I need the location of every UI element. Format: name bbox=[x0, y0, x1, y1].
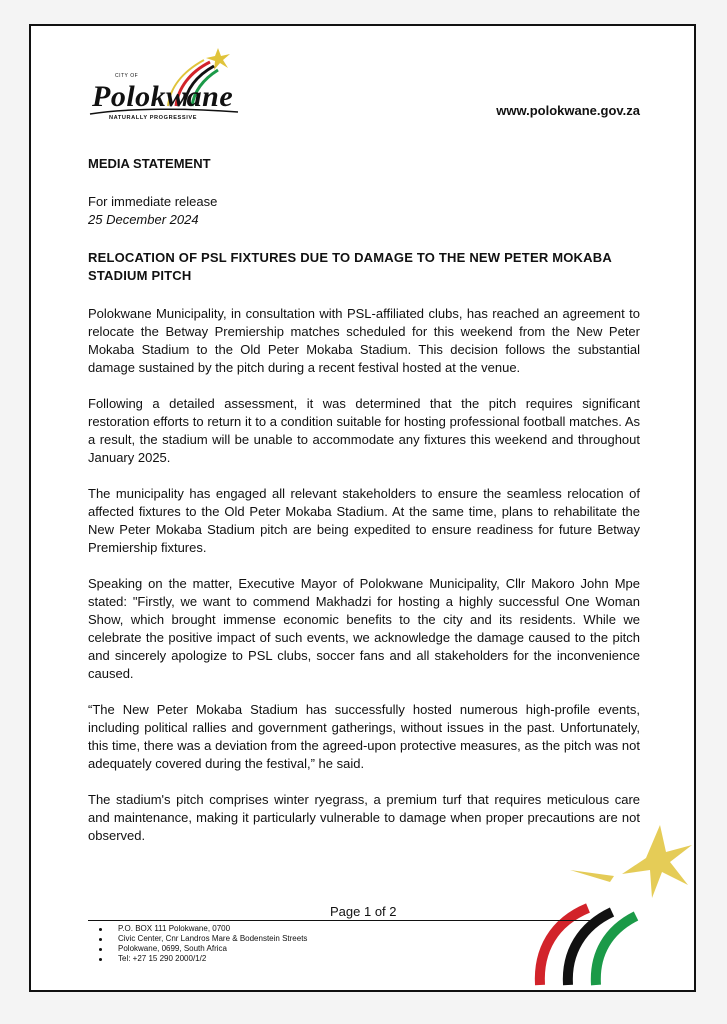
statement-heading: MEDIA STATEMENT bbox=[88, 156, 211, 171]
paragraph: The stadium's pitch comprises winter ryegrass, a premium turf that requires meticulous care and maintenance, making it particularly vulnerable to damage when proper precautions are not observed. bbox=[88, 792, 640, 843]
paragraph: The municipality has engaged all relevant stakeholders to ensure the seamless relocation of affected fixtures to the Old Peter Mokaba Stadium. At the same time, plans to rehabilitate the New Peter Mokaba Stadium pitch are being expedited to ensure readiness for future Betway Premiership fixtures. bbox=[88, 486, 640, 555]
website-url[interactable]: www.polokwane.gov.za bbox=[496, 103, 640, 118]
paragraph: Speaking on the matter, Executive Mayor of Polokwane Municipality, Cllr Makoro John Mpe stated: "Firstly, we want to commend Makhadzi for hosting a highly successful One Woman Show, which brought immense economic benefits to the city and its residents. While we celebrate the positive impact of such events, we acknowledge the damage caused to the pitch and sincerely apologize to PSL clubs, soccer fans and all stakeholders for the inconvenience caused. bbox=[88, 576, 640, 681]
address-line: P.O. BOX 111 Polokwane, 0700 bbox=[94, 924, 307, 934]
release-label: For immediate release bbox=[88, 194, 218, 209]
statement-body bbox=[88, 155, 640, 863]
footer-divider bbox=[88, 920, 593, 921]
city-logo bbox=[58, 36, 248, 128]
corner-brand-graphic bbox=[510, 810, 695, 990]
logo-tagline: NATURALLY PROGRESSIVE bbox=[109, 115, 198, 121]
release-info bbox=[88, 193, 640, 229]
logo-city-of: CITY OF bbox=[115, 73, 139, 79]
page-number: Page 1 of 2 bbox=[330, 904, 397, 919]
address-line: Civic Center, Cnr Landros Mare & Bodenstein Streets bbox=[94, 934, 307, 944]
paragraph: “The New Peter Mokaba Stadium has successfully hosted numerous high-profile events, including political rallies and government gatherings, without issues in the past. Unfortunately, this time, there was a deviation from the agreed-upon protective measures, as the pitch was not adequately covered during the festival,” he said. bbox=[88, 702, 640, 771]
paragraph: Polokwane Municipality, in consultation with PSL-affiliated clubs, has reached an agreement to relocate the Betway Premiership matches scheduled for this weekend from the New Peter Mokaba Stadium to the Old Peter Mokaba Stadium. This decision follows the substantial damage sustained by the pitch during a recent festival hosted at the venue. bbox=[88, 306, 640, 375]
address-line: Tel: +27 15 290 2000/1/2 bbox=[94, 954, 307, 964]
release-date: 25 December 2024 bbox=[88, 212, 199, 227]
paragraph: Following a detailed assessment, it was determined that the pitch requires significant restoration efforts to return it to a condition suitable for hosting professional football matches. As a result, the stadium will be unable to accommodate any fixtures this weekend and throughout January 2025. bbox=[88, 396, 640, 465]
logo-wordmark: Polokwane bbox=[92, 80, 234, 113]
address-list bbox=[94, 924, 307, 964]
statement-title: RELOCATION OF PSL FIXTURES DUE TO DAMAGE TO THE NEW PETER MOKABA STADIUM PITCH bbox=[88, 250, 612, 283]
address-line: Polokwane, 0699, South Africa bbox=[94, 944, 307, 954]
